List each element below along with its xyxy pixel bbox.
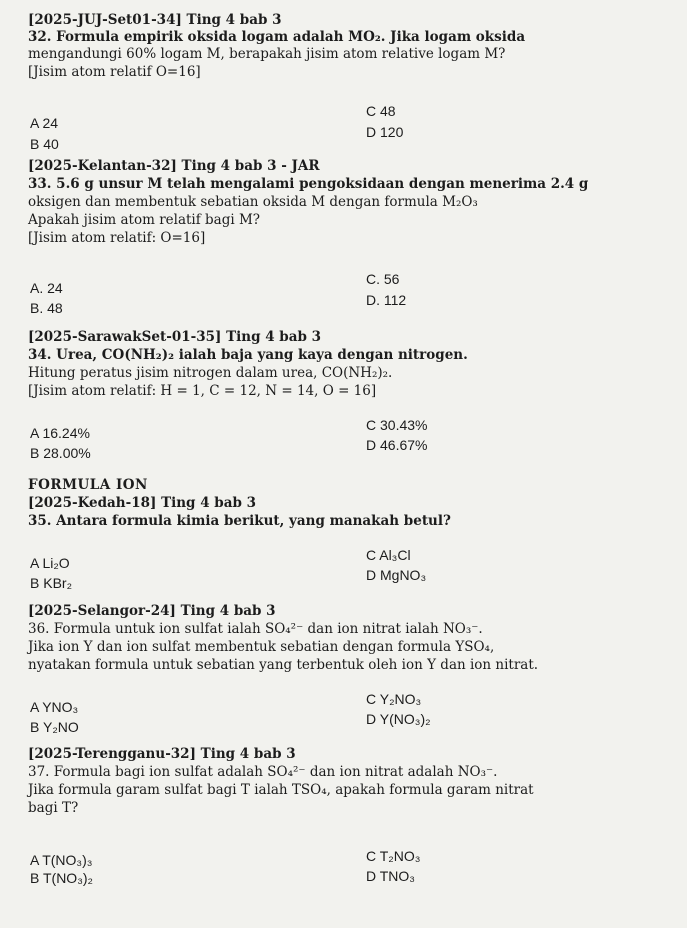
q32-line-3: [Jisim atom relatif O=16] (28, 64, 201, 80)
q32-option-d: D 120 (366, 124, 404, 140)
q32-option-c: C 48 (366, 103, 396, 119)
q32-option-a: A 24 (30, 115, 59, 131)
q32-line-2: mengandungi 60% logam M, berapakah jisim atom relative logam M? (28, 46, 506, 62)
q34-option-a: A 16.24% (30, 425, 90, 441)
q36-option-a: A YNO₃ (30, 699, 79, 715)
q36-line-1: 36. Formula untuk ion sulfat ialah SO₄²⁻ dan ion nitrat ialah NO₃⁻. (28, 621, 483, 637)
q35-line-1: 35. Antara formula kimia berikut, yang manakah betul? (28, 513, 451, 529)
q36-line-3: nyatakan formula untuk sebatian yang terbentuk oleh ion Y dan ion nitrat. (28, 657, 539, 673)
q33-line-3: Apakah jisim atom relatif bagi M? (28, 212, 261, 228)
q32-header: [2025-JUJ-Set01-34] Ting 4 bab 3 (28, 12, 282, 28)
q33-option-a: A. 24 (30, 280, 63, 296)
q34-header: [2025-SarawakSet-01-35] Ting 4 bab 3 (28, 329, 322, 345)
q33-option-d: D. 112 (366, 292, 407, 308)
q33-line-2: oksigen dan membentuk sebatian oksida M dengan formula M₂O₃ (28, 194, 478, 210)
q34-line-2: Hitung peratus jisim nitrogen dalam urea, CO(NH₂)₂. (28, 365, 393, 381)
q37-line-1: 37. Formula bagi ion sulfat adalah SO₄²⁻ dan ion nitrat adalah NO₃⁻. (28, 764, 498, 780)
q33-option-c: C. 56 (366, 271, 400, 287)
q37-option-a: A T(NO₃)₃ (30, 852, 93, 868)
q36-line-2: Jika ion Y dan ion sulfat membentuk sebatian dengan formula YSO₄, (28, 639, 495, 655)
q37-option-d: D TNO₃ (366, 868, 415, 884)
q32-option-b: B 40 (30, 136, 59, 152)
q34-line-1: 34. Urea, CO(NH₂)₂ ialah baja yang kaya dengan nitrogen. (28, 347, 468, 363)
q33-header: [2025-Kelantan-32] Ting 4 bab 3 - JAR (28, 158, 320, 174)
q32-line-1: 32. Formula empirik oksida logam adalah MO₂. Jika logam oksida (28, 29, 526, 45)
q36-option-b: B Y₂NO (30, 719, 79, 735)
q34-option-b: B 28.00% (30, 445, 91, 461)
q33-line-1: 33. 5.6 g unsur M telah mengalami pengoksidaan dengan menerima 2.4 g (28, 176, 589, 192)
q35-option-c: C Al₃Cl (366, 547, 411, 563)
q34-option-d: D 46.67% (366, 437, 428, 453)
q35-option-a: A Li₂O (30, 555, 70, 571)
q35-option-b: B KBr₂ (30, 575, 72, 591)
q37-option-c: C T₂NO₃ (366, 848, 421, 864)
q37-line-2: Jika formula garam sulfat bagi T ialah TSO₄, apakah formula garam nitrat (28, 782, 534, 798)
q36-option-c: C Y₂NO₃ (366, 691, 422, 707)
section-title: FORMULA ION (28, 477, 148, 493)
q37-option-b: B T(NO₃)₂ (30, 870, 93, 886)
q34-option-c: C 30.43% (366, 417, 428, 433)
q37-line-3: bagi T? (28, 800, 79, 816)
q35-header: [2025-Kedah-18] Ting 4 bab 3 (28, 495, 257, 511)
q36-option-d: D Y(NO₃)₂ (366, 711, 431, 727)
q33-option-b: B. 48 (30, 300, 63, 316)
q34-line-3: [Jisim atom relatif: H = 1, C = 12, N = 14, O = 16] (28, 383, 377, 399)
q35-option-d: D MgNO₃ (366, 567, 427, 583)
q36-header: [2025-Selangor-24] Ting 4 bab 3 (28, 603, 276, 619)
q37-header: [2025-Terengganu-32] Ting 4 bab 3 (28, 746, 296, 762)
q33-line-4: [Jisim atom relatif: O=16] (28, 230, 206, 246)
